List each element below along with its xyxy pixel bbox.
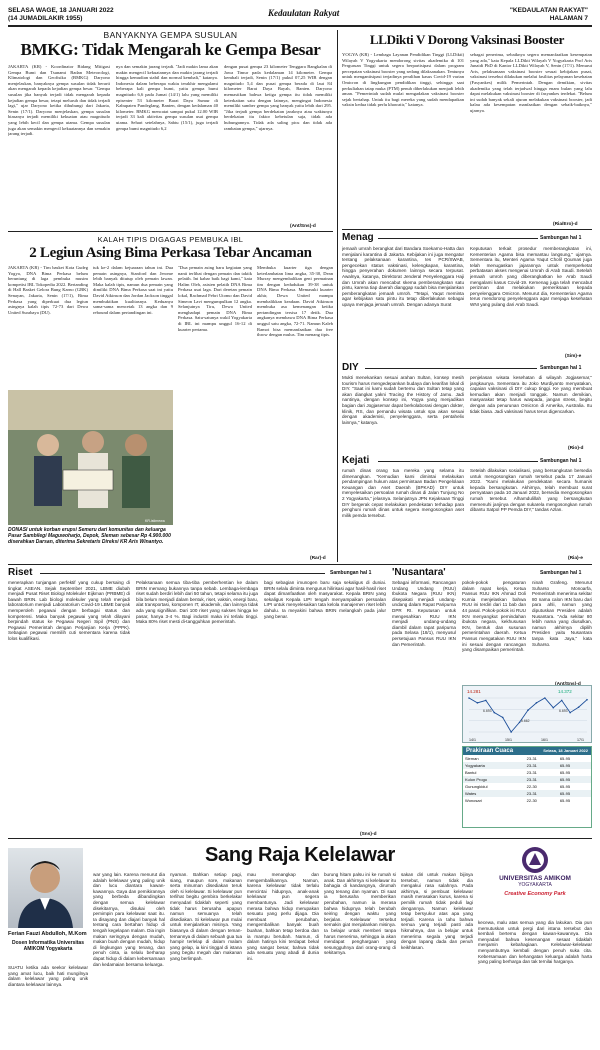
- amikom-logo: [478, 845, 592, 915]
- chart-date-tick: 15/1: [505, 738, 512, 742]
- masthead-page: HALAMAN 7: [549, 15, 588, 22]
- nusantara-col3: ninah Grafeng. Menurut Suharso Monoarfa, Pemerintah menerima sekitar 80 nama calon IKN baru dari para ahli, namun yang diputuskan Presiden adalah Nusantara. "Ada sekitar 80 lebih nama yang diusulkan, namun akhirnya dipilih Presiden yaitu Nusantara tanpa kata Jaya," kata Suharso.: [532, 580, 592, 647]
- chart-point: [510, 731, 512, 733]
- amikom-emblem-icon: [520, 845, 550, 875]
- chart-point: [477, 702, 479, 704]
- diy-col2: penjelasan wisata kesehatan di wilayah Jogjasemar," jangkaunya. Sementara itu Joko Murdiyanto menyatakan, capaian vaksinasi di DIY cukup tinggi. Ke yang membuat kemudian akan menjadi tonggak. Namun demikian, masyarakat tetap harus waspada, jangan stress, begitu dengan ada penurunan Omicron di Amerika, Australia. Itu tidak biasa. Jadi vaksinasi harus terus digencarkan.: [470, 375, 592, 414]
- masthead-logo: Kedaulatan Rakyat: [268, 8, 340, 18]
- weather-temp: 23-31: [526, 770, 537, 775]
- chart-point: [586, 699, 588, 701]
- amikom-city: YOGYAKARTA: [518, 882, 552, 888]
- weather-table: [463, 755, 591, 804]
- diy-signoff: (Rio)-d: [568, 446, 584, 451]
- market-chart: [462, 685, 592, 743]
- kejati-tagline: Sambungan hal 1: [540, 458, 582, 464]
- weather-hum: 65-95: [559, 763, 571, 768]
- story3-col2: sebagai penerima, sebaiknya segera memanfaatkan kesempatan yang ada," kata Kepala LLDikti Wilayah V Yogyakarta Prof Aris Junaidi PhD di Kantor LLDikti Wilayah V, Senin (17/1). Menurut Aris, pelaksanaan vaksinasi booster sesuai kebijakan pusat, vaksinasi tersebut dilakukan melalui fasilitas pelayanan kesehatan (Fasyankes) milik Pemerintah. Dengan demikian, sivitas akademika yang telah terjadwal hingga enam bulan yang lalu dapat melakukan vaksinasi booster di fasyankes terdekat. "Belum ini sudah banyak sekali ajuran melakukan vaksinasi booster, jadi kalau ada kesempatan manfaatkan dengan sebaik-baiknya," ujarnya.: [470, 52, 592, 113]
- chart-date-tick: 14/1: [469, 738, 476, 742]
- weather-row: [463, 783, 591, 790]
- weather-row: [463, 755, 591, 762]
- column-title: Sang Raja Kelelawar: [205, 844, 395, 866]
- chart-point: [502, 717, 504, 719]
- chart-point: [493, 712, 495, 714]
- story2-col2: tuk ke-2 dalam kejuaraan tahun ini. Dua pemain asingnya, Stanford dan Jerome lebih banyak ditutup oleh pemain lawan. Maka kalah tipis, namun dua pemain yang dimiliki DNA Bima Perkasa saat ini yaitu David Atkinson dan Jordan Jackson tinggal membuktikan kualitasnya. Keduanya sama-sama mencetak 13 angka dan 9 rebound dalam pertandingan ini.: [93, 265, 173, 315]
- weather-temp: 23-31: [526, 763, 537, 768]
- weather-hum: 65-95: [559, 756, 571, 761]
- masthead-section: "KEDAULATAN RAKYAT": [509, 7, 588, 14]
- amikom-tagline: Creative Economy Park: [504, 891, 566, 897]
- weather-row: [463, 790, 591, 797]
- chart-value-label: 6.662: [521, 719, 530, 723]
- story2-signoff: (Rar)-d: [310, 556, 326, 561]
- market-chart-svg: [463, 686, 593, 744]
- kejati-signoff: (Ria)-e: [568, 556, 583, 561]
- weather-row: [463, 776, 591, 783]
- chart-date-tick: 17/1: [577, 738, 584, 742]
- author-name: Ferian Fauzi Abdulloh, M.Kom: [8, 931, 87, 937]
- column-col2: nyaman. Bahkan setiap pagi, siang, maupun sore, makanan serta minuman disediakan teruk oleh si kelelawar. Si kelelawar pun terlihat begitu gembira berkelakar menyadari tidaklah seperti yang tidak harus berusaha apapun namun semuanya telah disediakan. Si kelelawar pun mulai untuk menjalankan misinya. Yang biasanya di dalam dengan teman-temannya di dalam sebuah gua tua hampir terlelap di dalam malam yang gelap, ia kini tinggal di istana yang begitu megah dan makanan yang berlimpah.: [170, 872, 242, 961]
- menag-tagline: Sambungan hal 1: [540, 235, 582, 241]
- photo-caption: DONASI untuk korban erupsi Semeru dari komunitas dan keluarga Pasar Sambilegi Maguwoharjo, Depok, Sleman sebesar Rp 4.900.000 diserahkan Darsan, diterima Sekretaris Direksi KR Aris Winantyo.: [8, 527, 171, 545]
- photo-credit: KR-istimewa: [145, 519, 165, 523]
- story2-col3: "Dua pemain asing baru kegiatan yang nanti terlibat dengan pemain dan taktik pelatih. Ini kabar baik bagi kami," kata Halim Oleh, asisten pelatih DNA Bima Perkasa usai laga. Dari deretan pemain lokal, Rachmad Febri Utomo dan David Simeon Lavi mengumpulkan 12 angka. Selanjutnya Tiru, Dewa United menghadapi pemain DNA Bima Perkasa. Satu-satunya wakil Yogyakarta di IBL ini mampu unggul 16-12 di kuarter pertama.: [178, 265, 252, 332]
- story1-headline: BMKG: Tidak Mengarah ke Gempa Besar: [20, 40, 321, 59]
- donation-photo-figures: [8, 390, 173, 525]
- riset-col1: menerapkan tunjangan perfektif yang cukup bersaing di tingkat ASEAN. Sejak September 2021, LBME diubah menjadi Pusat Riset Biologi Molekuler Eijkman (PRBME) di bawah BRIN. Lab biologi molekuler yang telah menjadi laboratorium menjadi Laboratorium Covid-19 LBME banyak memperoleh pegawai dengan berbagai status dan kompetensi. Maka banyak pegawai yang telah dilayani berpindah status ke Pegawai Negeri Sipil (PNS) dan Pegawai Pemerintah dengan Perjanjian Kerja (PPPK). Sebagian pegawai memilih cuti sementara karena tidak lolos kualifikasi.: [8, 580, 130, 641]
- nusantara-tagline: Sambungan hal 1: [540, 570, 582, 576]
- diy-col1: Mukti menekankan sesuai arahan Sultan, konsep mesih tourism harus mengedepankan budaya dan kearifan lokal di DIY. "Saat ini kami sudah bertemu dan Sultan tetap yang akan diangkat yakni Tracing the History of Jamu. Jadi nantinya, dengan konsep ini, Yogya yang menjadikan bagian dari Jogjasemar dapat berkolaborasi dengan dokter, klinik, RS, dan pemandu wisata untuk spa akan sesuai dengan akademisi, penyelenggara, serta pentahelix lainnya," katanya.: [342, 375, 464, 425]
- riset-col3: bagi sebagian imunogen baru saja sekaligus di duniai. BRIN selalu diminta mengurus hilirisasi agar hasil-hasil riset dapat dimanfaatkan oleh masyarakat. Kepala BRIN yang sekaligus Kepala LIPI tengah menyampaikan persoalan LIPI untuk menyelesaikan tata kelola manajemen riset lebih dahulu. Ia meyakini bahwa BRIN melangkah pada jalur yang benar.: [264, 580, 386, 619]
- story2-kicker: KALAH TIPIS DIGAGAS PEMBUKA IBL: [97, 235, 244, 244]
- story3-signoff: (Ria/Ero)-d: [553, 222, 578, 227]
- column-col6: kecewa, malu atas semua yang dia lakukan. Dia pun memutuskan untuk pergi dari istana tersebut dan kembali bertemu dengan kawan-kawannya. Dia menyadari bahwa kesenangan sesaat tidaklah menjamin kebahagiaan. Kelelawar-kelelawar menyambutnya kembali dengan penuh suka cita. Kebersamaan dan kehangatan keluarga adalah harta yang paling berharga dan tak ternilai harganya.: [478, 920, 592, 965]
- column-intro: SUATU ketika ada seekor kelelawar yang amat lucu, baik hati mungilnya dalam kelelawar yang paling unik diantara kelelawar lainnya.: [8, 965, 88, 987]
- story1-rule: [8, 231, 333, 232]
- weather-row: [463, 762, 591, 769]
- chart-point: [485, 700, 487, 702]
- chart-point: [536, 702, 538, 704]
- chart-point: [552, 707, 554, 709]
- nusantara-col1: Sebagai informasi, Rancangan Undang Undang (RUU) Ibukota Negara (RUU IKN) disepakati menjadi undang-undang dalam Rapat Paripurna DPR RI. Keputusan untuk mengesahkan RUU IKN menjadi undang-undang diambil dalam rapat paripurna pada Selasa (18/1), menyusul persetujuan Pansus RUU IKN dan Pemerintah.: [392, 580, 456, 647]
- menag-title: Menag: [342, 232, 374, 243]
- weather-hum: 65-95: [559, 777, 571, 782]
- story3-col1: YOGYA (KR) - Lembaga Layanan Pendidikan Tinggi (LLDikti) Wilayah V Yogyakarta mendorong sivitas akademika di 101 Perguruan Tinggi untuk segera berpartisipasi dalam program percepatan vaksinasi booster yang sedang dilaksanakan. Tentunya untuk mengantisipasi terjadinya peralihan kasus Covid-19 varian Omicron di lingkungan pendidikan tinggi, sehingga saat perkuliahan tatap muka (PTM) penuh diberlakukan menjadi lebih aman. "Pemerintah sudah mulai mengadakan vaksinasi booster sejak bertahap. Untuk itu bagi mereka yang sudah mendapatkan vaksin kedua tidak perlu khawatir," katanya.: [342, 52, 464, 108]
- weather-temp: 22-30: [526, 798, 537, 803]
- weather-header: [463, 747, 591, 755]
- menag-signoff: (Sim)-e: [565, 354, 582, 359]
- weather-city: Sleman: [465, 756, 479, 761]
- weather-hum: 65-95: [559, 791, 571, 796]
- riset-title-rule: [40, 573, 325, 574]
- column-rule-top: [8, 838, 592, 839]
- kejati-title: Kejati: [342, 455, 370, 466]
- weather-hum: 65-95: [559, 798, 571, 803]
- chart-value-label: 6.693: [559, 709, 568, 713]
- column-col5: sakan diri untuk makan bijinya tersebut, namun tidak dia mengakui rasa salahnya. Pada akhirnya, si pembuat kelelawar masih merasakan kurus, karena si pemilik rumah tidak peduli lagi dengannya. Namun kelelawar tetap bersyukur atas apa yang terjadi. Karena ia tahu bahwa semua yang terjadi pasti ada hikmahnya, dan ia belajar untuk menerima segala yang terjadi dengan lapang dada dan penuh keikhlasan.: [401, 872, 473, 950]
- weather-city: Gunungkidul: [465, 784, 488, 789]
- column-divider: [337, 30, 338, 562]
- chart-point: [561, 700, 563, 702]
- donation-photo: [8, 390, 173, 525]
- menag-col1: jemaah umrah berangkat dari Bandara Soekarno-Hatta dan menjalani karantina di Jakarta. Kebijakan ini juga mengatur tentang pelaksanaan karantina, tes PCR/SWAB, pengecekan status vaksinasi, kelengkapan, karantina, hingga penyerahan dokumen lainnya secara terpusat. Awalnya, katanya, Direktorat Jenderal Penyelenggara Haji dan Umrah akan mencabut skema pemberangkatan satu pintu, karena tiap daerah dianggap sudah bisa menjalankan pemberangkatan jemaah umroh. "Tetapi, Yaqut meminta agar kebijakan satu pintu itu tetap diberlakukan sebagai upaya menjaga jemaah umrah. Dengan adanya Surat: [342, 246, 464, 307]
- chart-line: [469, 698, 587, 732]
- author-photo: [8, 848, 83, 928]
- menag-title-rule: [378, 238, 538, 239]
- diy-title: DIY: [342, 362, 359, 373]
- author-role: Dosen Informatika Universitas AMIKOM Yogyakarta: [12, 940, 84, 952]
- weather-temp: 23-31: [526, 756, 537, 761]
- riset-col2: Pelaksanaan semua tiba-tiba pemberhentian ke dalam BRIN memang bukannya tanpa sebab. Lembaga-lembaga riset sudah berdiri lebih dari 50 tahun, tetapi selama itu juga bila belum menjadi dalam bentuk, riset, vaksin, energi baru, alat transportasi, komponen IT, akademik, dan lainnya tidak ada yang signifikan. Dari 100 riset yang sukses hingga ke pasar, hanya 3-4 %. Bagi industri maka ini terlalu tinggi. Maka 80% riset mesti di-tangguhkan pemerintah.: [136, 580, 258, 625]
- masthead-hijri: (14 JUMADILAKIR 1955): [8, 15, 83, 22]
- weather-city: Wonosari: [465, 798, 482, 803]
- masthead-rule: [8, 25, 592, 27]
- story1-col2: nya dan semakin jarang terjadi. "Jadi makin lama akan makin mengecil kekuatannya dan makin jarang terjadi hingga kemudian stabil dan normal kembali," katanya. Indonesia dalam beberapa waktu terakhir mengalami beberapa kali gempa bumi, yaitu gempa bumi magnitudo 6,6 pada Jumat (14/1) lalu yang memiliki episenter 53 kilometer Barat Daya Sumur di Kabupaten Pandeglang, Banten, dengan kedalaman 40 kilometer. BMKG mencatat sampai pukul 12.00 WIB terjadi 33 kali aktivitas gempa susulan usai gempa utama. Sehari setelahnya, Sabtu (15/1), juga terjadi gempa bumi magnitudo 6,2: [116, 64, 218, 131]
- weather-city: Wates: [465, 791, 477, 796]
- weather-temp: 22-30: [526, 784, 537, 789]
- amikom-name: UNIVERSITAS AMIKOM: [499, 875, 571, 882]
- weather-city: Yogyakarta: [465, 763, 485, 768]
- nusantara-col2: pokok-pokok pengaturan dalam rapat kerja, Ketua Pansus RUU IKN Ahmad Doli Kurnia menjelaskan bahwa RUU ini terdiri dari 11 bab dan 44 pasal. Pokok-pokok isi RUU IKN menyangkut pemindahan ibukota negara, kekhususan IKN, bentuk dan susunan pemerintahan daerah. Ketua Pansus mengatakan RUU IKN ini sesuai dengan rancangan yang disampaikan pemerintah.: [462, 580, 526, 653]
- weather-temp: 23-31: [526, 777, 537, 782]
- chart-point: [578, 706, 580, 708]
- column-col1: war yang lain. Karena menurut dia adalah kelelawar yang paling unik dan lucu diantara kawan-kawannya. Gaya dan pemikirannya yang berbeda dibandingkan dengan semua kelelawar disekitarnya, disukai oleh pemimpin para kelelawar saat itu. Ia disayang dan diajari banyak hal tentang cara bertahan hidup di tengah kegelapan malam. Dia ingin makan seringnya dengan mudah, makan buah dengan mudah, hidup di lingkungan yang tenang, dan penuh cinta, ia selalu berharap dapat hidup di dalam kebersamaan dan kedamaian bersama keluarga.: [93, 872, 165, 967]
- riset-signoff: (Sns)-d: [360, 832, 377, 837]
- weather-city: Kulon Progo: [465, 777, 488, 782]
- story1-signoff: (Ant/Sns)-d: [290, 224, 316, 229]
- kejati-col1: rumah dinas orang tua mereka yang selama itu dimenangkan. "Kemudian kami dimintai melakukan pendampingan hukum atas permintaan Badan Pengelolaan Keuangan dan Aset Daerah (BPKAD) DIY untuk menyelesaikan persoalan rumah dinas di Jalan Tunjung No 2 Yogyakarta," jelasnya. Selanjutnya JPN Kejaksaan Tinggi DIY bergerak cepat melakukan pendekatan terhadap para penghuni rumah dinas untuk segera mengosongkan aset milik pemda tersebut.: [342, 468, 464, 518]
- weather-temp: 23-31: [526, 791, 537, 796]
- column-col3: mau menangkap dan mengembalikannya. Namun, karena kelelawar tidak terlalu mencintai hidupnya, anak-anak kelelawar pun segera membantunya. Jadi kelelawar merasa bahwa hidup merupakan sesuatu yang perlu dijaga. Dia membuat perubahan, mengembalikan banyak buah buahan, bahkan tetap berdoa dan ia mampu berubah. Namun, di dalam hatinya kini terdapat bekal yang sangat besar, bahwa tidak ada sesuatu yang abadi di dunia ini.: [247, 872, 319, 961]
- diy-title-rule: [365, 368, 537, 369]
- chart-point: [468, 697, 470, 699]
- chart-point: [569, 712, 571, 714]
- kejati-col2: Setelah dilakukan sosialisasi, yang bersangkutan bersedia untuk mengosongkan rumah tersebut pada 17 Januari 2022. "Kami melakukan pendekatan secara humanis kepada bersangkutan. Akhirnya, telah membuat surat pernyataan pada 10 Januari 2022, bersedia mengosongkan rumah tersebut. Alhamdulillah yang bersangkutan memenuhi janjinya dengan sukarela mengosongkan rumah dibantu Satpol PP Pemda DIY," tandas Azlan.: [470, 468, 592, 513]
- riset-tagline: Sambungan hal 1: [330, 570, 372, 576]
- chart-high-label: 14.281: [467, 689, 481, 694]
- story2-col4: Membuka kuarter tiga dengan keterlambatan lima angka, 35-30, Dean Murray mengembalikan geni permainan tim dengan kedudukan 39-38 untuk DNA Bima Perkasa. Memasuki kuarter akhir, Dewa United mampu membalikkan keadaan. David Atkinson membuka asa kemenangan ketika pertandingan tersisa 17 detik. Dua angkanya membawa DNA Bima Perkasa unggul satu angka, 72-71. Namun Kaleb Ramot bisa memanfaatkan dua free throw dengan mulus. Tim menang tipis.: [257, 265, 333, 338]
- nusantara-title: 'Nusantara': [392, 567, 446, 578]
- story2-col1: JAKARTA (KR) - Tim basket Kota Gudeg Yogya, DNA Bima Perkasa belum beruntung di laga pembuka musim kompetisi IBL Tokopedia 2022. Bertanding di Hall Basket Gelora Bung Karno (GBK) Senayan, Jakarta, Senin (17/1), Bima Perkasa yang diperkuat dua legiun asingnya kalah tipis 72-73 dari Dewa United Surabaya (DU).: [8, 265, 88, 315]
- story3-headline: LLDikti V Dorong Vaksinasi Booster: [369, 32, 565, 47]
- weather-date: Selasa, 18 Januari 2022: [543, 748, 588, 753]
- kejati-title-rule: [378, 461, 538, 462]
- weather-hum: 65-95: [559, 784, 571, 789]
- column-col4: burung hitam palsu ini ke rumah si anak. Dan akhirnya si kelelawar itu bahagia di kandangnya, dirumah yang tenang dan nyaman. Di saat ia berusaha memberikan perubahan, namun ia merasa bahwa hidupnya telah berubah seiring dengan waktu yang berjalan. Kelelawar tersebut semakin giat menjalankan misinya. Ia belajar untuk memberi tanpa harus menerima, sehingga ia akan mendapat penghargaan yang sesungguhnya dari orang-orang di sekitarnya.: [324, 872, 396, 956]
- story1-col1: JAKARTA (KR) - Koordinator Bidang Mitigasi Gempa Bumi dan Tsunami Badan Meteorologi, Klimatologi dan Geofisika (BMKG) Daryono menjelaskan, banyaknya gempa susulan tidak berarti akan mengarah kepada kejadian gempa besar. "Gempa susulan jika banyak terjadi tidak mengarah kepada kejadian gempa besar, tetapi meluruh dan tidak terjadi lagi," ujar Daryono ketika dihubungi dari Jakarta, Senin (17/1). Daryono menjelaskan, gempa susulan biasanya terjadi memiliki kekuatan atau magnitudo yang lebih kecil dan gempa utama. Gempa susulan juga akan semakin mengecil kekuatannya dan semakin jarang terjadi.: [8, 64, 110, 137]
- riset-title: Riset: [8, 567, 33, 578]
- chart-date-tick: 16/1: [541, 738, 548, 742]
- weather-row: [463, 769, 591, 776]
- weather-row: [463, 797, 591, 804]
- chart-low-label: 14.372: [558, 689, 572, 694]
- story1-col3: dengan pusat gempa 23 kilometer Tenggara Bangkalan di Jawa Timur pada kedalaman 14 kilometer. Gempa kembali terjadi, Senin (17/1) pukul 07,25 WIB dengan magnitudo 5,4 dan pusat gempa berada di laut 84 kilometer Barat Daya Bayah, Banten. Daryono memastikan bahwa ketiga gempa itu tidak memiliki keterkaitan satu dengan lainnya, mengingat Indonesia memiliki sumber gempa yang banyak yaitu lebih dari 295. "Jika terjadi gempa berdekatan jaraknya atau waktunya berdekatan itu faktor kebetulan saja, tidak ada hubungannya. Tidak ada saling picu dan tidak ada rambatan gempa," ujarnya.: [224, 64, 332, 131]
- story1-kicker: BANYAKNYA GEMPA SUSULAN: [103, 30, 238, 40]
- story2-headline: 2 Legiun Asing Bima Perkasa Tebar Ancaman: [29, 245, 312, 261]
- chart-point: [544, 697, 546, 699]
- masthead-date: SELASA WAGE, 18 JANUARI 2022: [8, 7, 114, 14]
- weather-box: [462, 746, 592, 828]
- mid-rule: [8, 564, 592, 565]
- chart-point: [527, 709, 529, 711]
- chart-value-label: 6.693: [483, 709, 492, 713]
- menag-col2: Keputusan terkait prosedur memberangkatan ini, Kementerian Agama bisa memantau langsung," ujarnya. Sementara itu, Menteri Agama Yaqut Cholil Qoumas juga telah menugaskan jajarannya untuk memperketat perbatasan akses mengenai Umrah di Arab Saudi. Setelah jemaah umroh yang diberangkatkan ke Arab Saudi mengalami kasus Covid-19. Kemenag juga telah mencabut perizinan dan melakukan pemeriksaan kepada penyelenggara Omicron. Menurut dia, Kementerian Agama terus mendorong penyelenggara agar menjaga kesehatan WNI yang pulang dari Arab Saudi.: [470, 246, 592, 307]
- diy-tagline: Sambungan hal 1: [540, 365, 582, 371]
- weather-city: Bantul: [465, 770, 477, 775]
- story3-rule: [342, 229, 592, 230]
- author-portrait: [8, 848, 83, 928]
- weather-title: Prakiraan Cuaca: [466, 748, 514, 754]
- weather-hum: 65-95: [559, 770, 571, 775]
